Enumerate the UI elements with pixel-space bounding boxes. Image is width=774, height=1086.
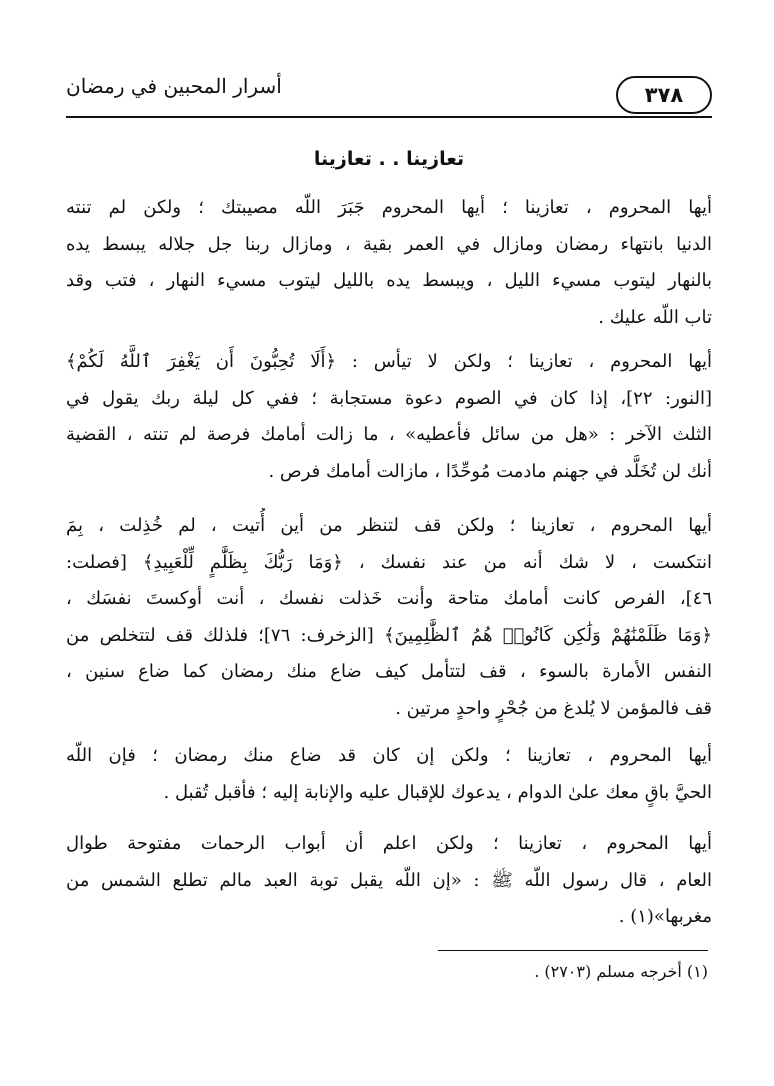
paragraph	[66, 826, 712, 936]
header-rule	[66, 116, 712, 118]
text-line: أيها المحروم ، تعازينا ؛ ولكن قف لتنظر من أين أُتيت ، لم خُذِلت ، بِمَ	[66, 515, 712, 536]
text-line: [النور: ٢٢]، إذا كان في الصوم دعوة مستجابة ؛ ففي كل ليلة ربك يقول في	[66, 387, 712, 409]
section-title: تعازينا . . تعازينا	[313, 148, 465, 170]
page-number: ٣٧٨	[616, 76, 712, 114]
text-line: قف فالمؤمن لا يُلدغ من جُحْرٍ واحدٍ مرتين .	[395, 697, 712, 719]
text-line: تاب اللّه عليك .	[598, 306, 712, 328]
text-line: انتكست ، لا شك أنه من عند نفسك ، ﴿وَمَا رَبُّكَ بِظَلَّٰمٍ لِّلْعَبِيدِ﴾ [فصلت:	[66, 551, 712, 573]
text-line: النفس الأمارة بالسوء ، قف لتتأمل كيف ضاع منك رمضان كما ضاع سنين ،	[66, 661, 712, 682]
page-header	[66, 66, 712, 116]
text-line: الدنيا بانتهاء رمضان ومازال في العمر بقية ، ومازال ربنا جل جلاله يبسط يده	[66, 233, 712, 255]
running-title: أسرار المحبين في رمضان	[66, 74, 282, 98]
text-line: الثلث الآخر : «هل من سائل فأعطيه» ، ما زالت أمامك فرصة لم تنته ، القضية	[66, 424, 712, 445]
text-line: ﴿وَمَا ظَلَمْنَٰهُمْ وَلَٰكِن كَانُوا۟ هُمُ ٱلظَّٰلِمِينَ﴾ [الزخرف: ٧٦]؛ فلذلك قف لتتخلص من	[66, 624, 712, 646]
text-line: أيها المحروم ، تعازينا ؛ ولكن اعلم أن أبواب الرحمات مفتوحة طوال	[66, 833, 712, 854]
text-line: أيها المحروم ، تعازينا ؛ ولكن لا تيأس : ﴿أَلَا تُحِبُّونَ أَن يَغْفِرَ ٱللَّهُ لَكُمْ﴾	[66, 351, 712, 372]
text-line: العام ، قال رسول اللّه ﷺ : «إن اللّه يقبل توبة العبد مالم تطلع الشمس من	[66, 869, 712, 891]
text-line: أيها المحروم ، تعازينا ؛ أيها المحروم جَبَرَ اللّه مصيبتك ؛ ولكن لم تنته	[66, 197, 712, 218]
footnote-rule	[438, 950, 708, 951]
text-line: الحيَّ باقٍ معك علىٰ الدوام ، يدعوك للإقبال عليه والإنابة إليه ؛ فأقبل تُقبل .	[163, 781, 712, 803]
paragraph	[66, 190, 712, 336]
text-line: ٤٦]، الفرص كانت أمامك متاحة وأنت خَذلت نفسك ، أنت أوكستَ نفسَك ،	[66, 588, 712, 609]
paragraph	[66, 508, 712, 727]
text-line: أنك لن تُخَلَّد في جهنم مادمت مُوحِّدًا ، مازالت أمامك فرص .	[268, 460, 712, 482]
paragraph	[66, 738, 712, 811]
text-line: مغربها»(١) .	[618, 906, 712, 927]
paragraph	[66, 344, 712, 490]
footnote: (١) أخرجه مسلم (٢٧٠٣) .	[534, 962, 708, 981]
text-line: أيها المحروم ، تعازينا ؛ ولكن إن كان قد ضاع منك رمضان ؛ فإن اللّه	[66, 745, 712, 766]
text-line: بالنهار ليتوب مسيء الليل ، ويبسط يده بالليل ليتوب مسيء النهار ، فتب وقد	[66, 270, 712, 291]
